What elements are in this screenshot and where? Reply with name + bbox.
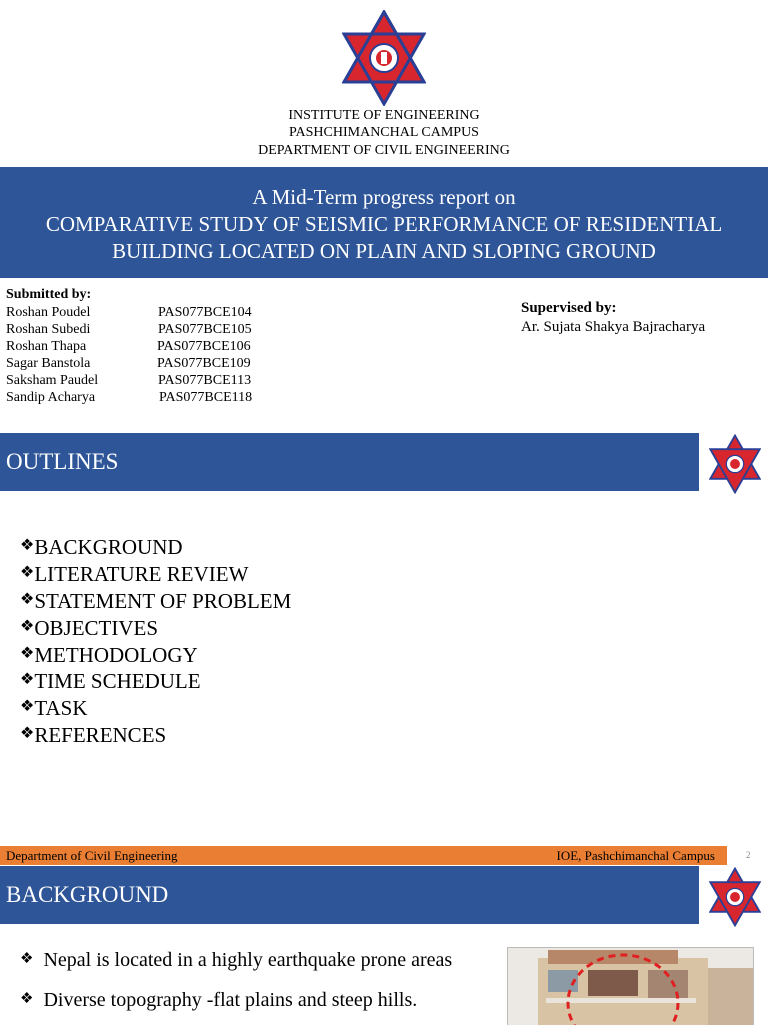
member-id: PAS077BCE106 (157, 339, 251, 354)
title-band (0, 167, 768, 278)
member-id: PAS077BCE109 (157, 356, 251, 371)
diamond-bullet-icon: ❖ (20, 618, 35, 635)
supervisor-name: Ar. Sujata Shakya Bajracharya (521, 319, 706, 335)
slide-footer (0, 846, 727, 865)
diamond-bullet-icon: ❖ (20, 671, 35, 688)
member-name: Saksham Paudel (6, 373, 99, 388)
diamond-bullet-icon: ❖ (20, 698, 35, 715)
damaged-building-photo (507, 947, 754, 1025)
page-number: 2 (746, 850, 751, 860)
outline-item-label: REFERENCES (34, 723, 167, 747)
diamond-bullet-icon: ❖ (20, 564, 35, 581)
background-item-label: Diverse topography -flat plains and steep hills. (43, 989, 418, 1011)
outline-item-label: OBJECTIVES (34, 616, 159, 640)
report-subtitle: A Mid-Term progress report on (252, 185, 516, 209)
outline-item-label: BACKGROUND (34, 535, 183, 559)
outline-item (20, 723, 166, 750)
member-id: PAS077BCE105 (158, 322, 252, 337)
member-name: Sagar Banstola (6, 356, 91, 371)
outline-item (20, 696, 88, 723)
diamond-bullet-icon: ❖ (20, 725, 35, 742)
member-name: Sandip Acharya (6, 390, 96, 405)
background-band (0, 866, 699, 924)
background-title: BACKGROUND (6, 882, 169, 907)
background-item-label: Nepal is located in a highly earthquake prone areas (43, 949, 453, 971)
member-name: Roshan Poudel (6, 305, 91, 320)
member-id: PAS077BCE104 (158, 305, 252, 320)
outline-item (20, 616, 158, 643)
supervised-by-heading: Supervised by: (521, 300, 617, 316)
outline-item-label: TIME SCHEDULE (34, 669, 201, 693)
outline-item (20, 643, 198, 670)
diamond-bullet-icon: ❖ (20, 991, 34, 1007)
member-id: PAS077BCE118 (159, 390, 253, 405)
member-id: PAS077BCE113 (158, 373, 252, 388)
footer-campus: IOE, Pashchimanchal Campus (556, 848, 715, 863)
report-title (0, 211, 768, 265)
diamond-bullet-icon: ❖ (20, 591, 35, 608)
background-item (20, 948, 452, 974)
outlines-band (0, 433, 699, 491)
outline-item (20, 535, 183, 562)
outline-item-label: STATEMENT OF PROBLEM (34, 589, 292, 613)
ioe-logo-small-icon (709, 867, 761, 927)
report-title-line-2: BUILDING LOCATED ON PLAIN AND SLOPING GROUND (112, 239, 656, 263)
diamond-bullet-icon: ❖ (20, 645, 35, 662)
footer-department: Department of Civil Engineering (6, 848, 178, 863)
diamond-bullet-icon: ❖ (20, 537, 35, 554)
outline-item-label: LITERATURE REVIEW (34, 562, 249, 586)
diamond-bullet-icon: ❖ (20, 951, 34, 967)
background-item (20, 988, 417, 1014)
outline-item (20, 562, 248, 589)
outline-item (20, 669, 201, 696)
institute-name: INSTITUTE OF ENGINEERING (288, 108, 480, 123)
outline-item (20, 589, 291, 616)
submitted-by-heading: Submitted by: (6, 287, 92, 302)
campus-name: PASHCHIMANCHAL CAMPUS (289, 125, 479, 140)
department-name: DEPARTMENT OF CIVIL ENGINEERING (258, 143, 510, 158)
outlines-title: OUTLINES (6, 449, 119, 474)
report-title-line-1: COMPARATIVE STUDY OF SEISMIC PERFORMANCE OF RESIDENTIAL (45, 212, 723, 236)
outline-item-label: TASK (34, 696, 88, 720)
ioe-logo-small-icon (709, 434, 761, 494)
member-name: Roshan Thapa (6, 339, 87, 354)
outline-item-label: METHODOLOGY (34, 643, 198, 667)
ioe-logo-icon (342, 10, 426, 106)
member-name: Roshan Subedi (6, 322, 91, 337)
